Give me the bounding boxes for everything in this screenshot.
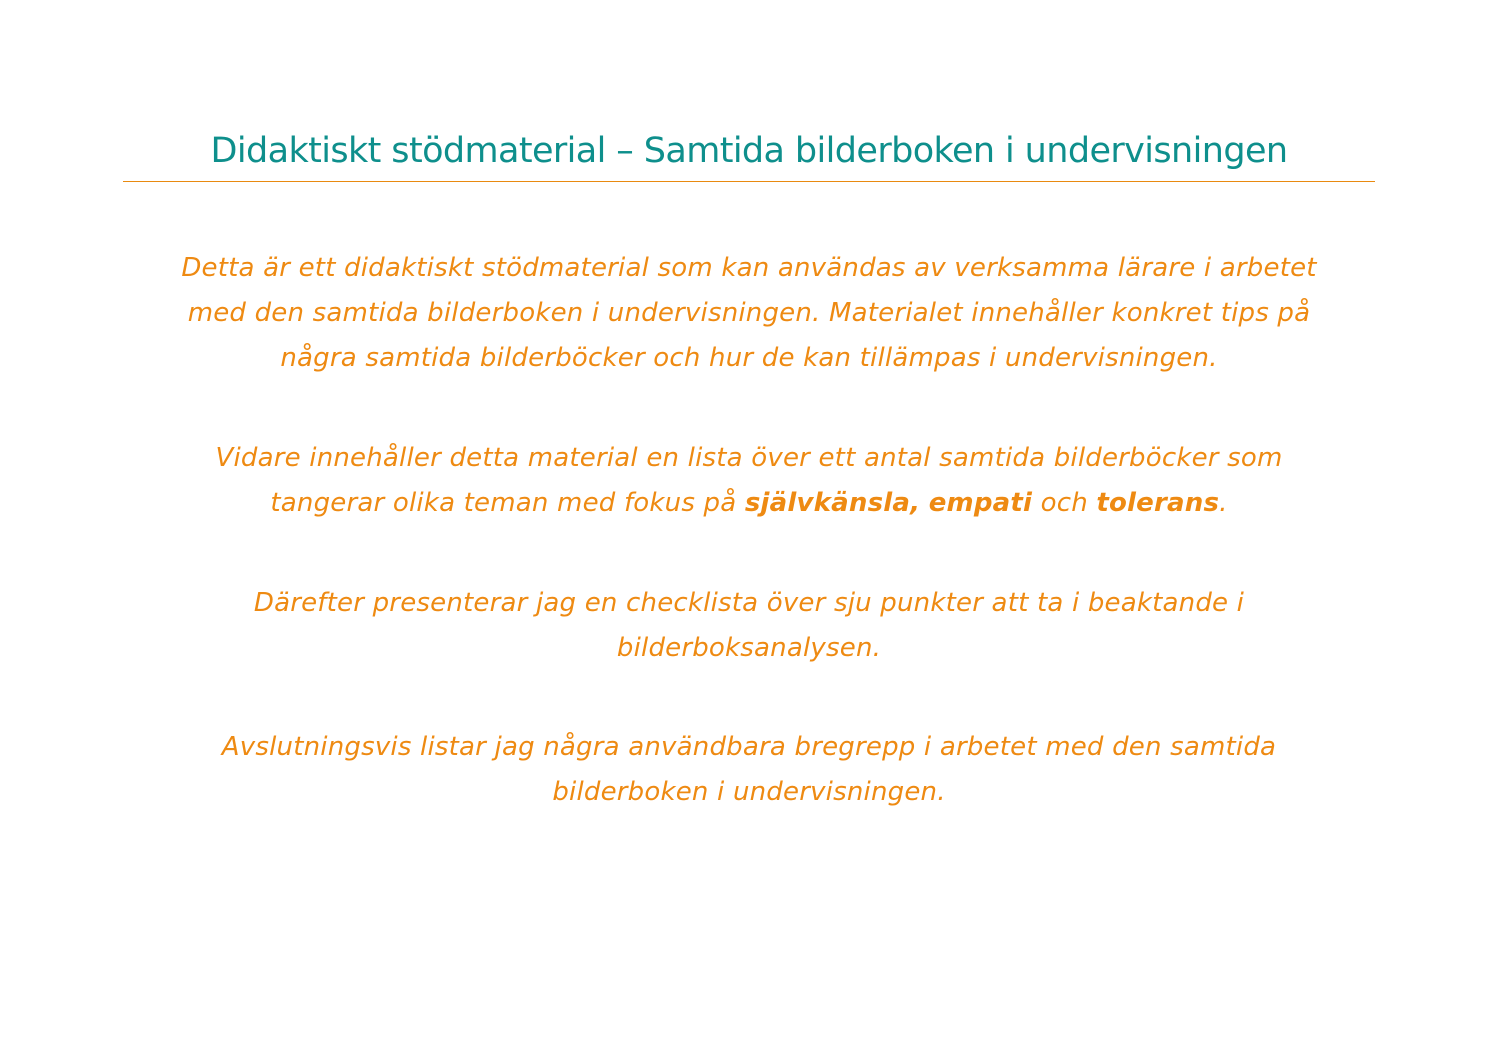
paragraph-line: bilderboksanalysen. — [616, 633, 882, 663]
page-title: Didaktiskt stödmaterial – Samtida bilderboken i undervisningen — [210, 131, 1288, 171]
paragraph-line — [123, 481, 1375, 526]
checklist-paragraph — [123, 581, 1375, 671]
paragraph-line: med den samtida bilderboken i undervisningen. Materialet innehåller konkret tips på — [187, 298, 1311, 328]
line-text — [920, 488, 928, 518]
keyword-self-esteem: självkänsla, — [744, 488, 921, 518]
concepts-paragraph — [123, 725, 1375, 815]
keyword-empathy: empati — [928, 488, 1033, 518]
themes-paragraph — [123, 436, 1375, 526]
paragraph-line: några samtida bilderböcker och hur de kan tillämpas i undervisningen. — [280, 343, 1218, 373]
paragraph-line: Vidare innehåller detta material en lista över ett antal samtida bilderböcker som — [215, 443, 1283, 473]
keyword-tolerance: tolerans — [1096, 488, 1220, 518]
intro-paragraph — [123, 246, 1375, 381]
paragraph-line: Detta är ett didaktiskt stödmaterial som kan användas av verksamma lärare i arbetet — [181, 253, 1317, 283]
title-divider — [123, 181, 1375, 182]
paragraph-line: bilderboken i undervisningen. — [552, 777, 946, 807]
line-text: . — [1219, 488, 1228, 518]
paragraph-line: Avslutningsvis listar jag några användbara bregrepp i arbetet med den samtida — [221, 732, 1277, 762]
paragraph-line: Därefter presenterar jag en checklista över sju punkter att ta i beaktande i — [253, 588, 1245, 618]
line-text: tangerar olika teman med fokus på — [270, 488, 745, 518]
line-text: och — [1032, 488, 1097, 518]
